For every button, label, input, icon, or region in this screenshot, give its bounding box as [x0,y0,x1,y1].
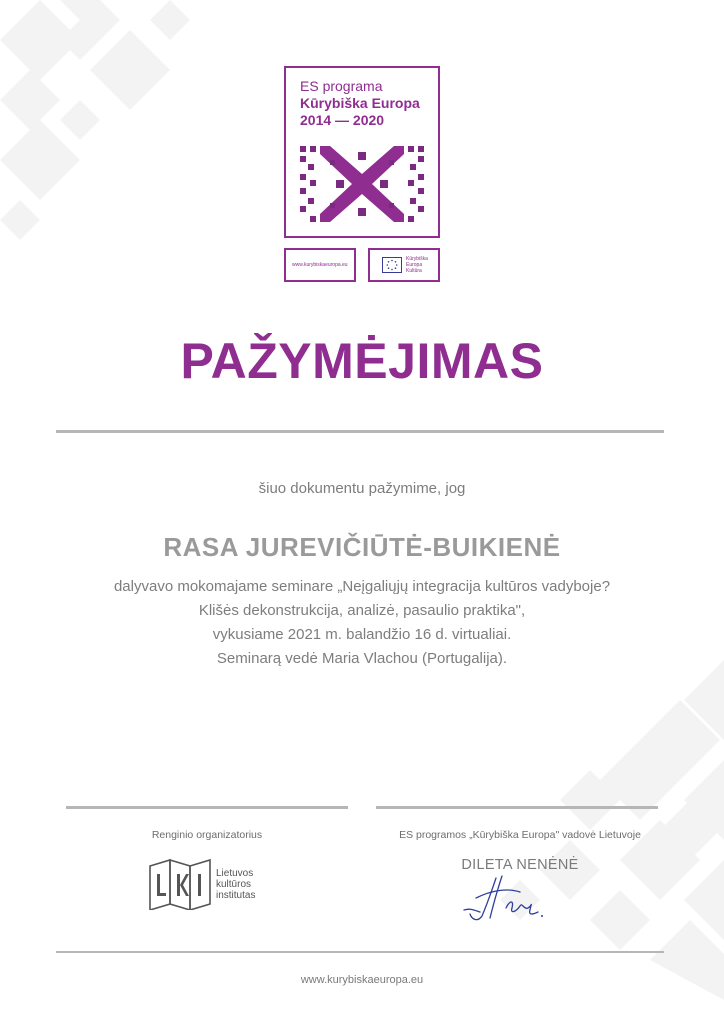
organizer-divider [66,806,348,809]
logo-program-years: 2014 — 2020 [300,112,385,128]
recipient-name: RASA JUREVIČIŪTĖ-BUIKIENĖ [163,532,561,562]
eu-flag-icon [382,257,402,273]
creative-europe-badge [368,248,440,282]
lki-mark-icon [148,858,212,910]
logo-program-name: Kūrybiška Europa [300,95,420,111]
organizer-logo [148,858,266,910]
logo-program-label: ES programa [300,78,383,94]
signatory-divider [376,806,658,809]
creative-europe-text [406,256,428,274]
programme-logo [284,66,440,238]
body-line-2: Klišės dekonstrukcija, analizė, pasaulio praktika", [198,602,526,619]
website-badge [284,248,356,282]
kke-line-1: Kūrybiška [406,256,428,262]
lki-line-3: institutas [216,890,256,901]
certificate-title: PAŽYMĖJIMAS [180,333,544,389]
kke-line-2: Europa [406,262,423,268]
kke-line-3: Kultūra [406,268,422,274]
intro-text: šiuo dokumentu pažymime, jog [258,480,466,497]
body-line-1: dalyvavo mokomajame seminare „Neįgaliųjų integracija kultūros vadyboje? [113,578,611,595]
lki-line-1: Lietuvos [216,868,254,879]
signatory-name: DILETA NENĖNĖ [461,857,579,873]
website-badge-url: www.kurybiskaeuropa.eu [292,262,348,268]
pattern-logo-icon [300,146,424,222]
body-line-3: vykusiame 2021 m. balandžio 16 d. virtualiai. [212,626,512,643]
footer-divider [56,951,664,953]
lki-name-text [216,868,255,901]
organizer-label: Renginio organizatorius [151,829,263,841]
signatory-label: ES programos „Kūrybiška Europa" vadovė Lietuvoje [399,829,641,841]
body-line-4: Seminarą vedė Maria Vlachou (Portugalija). [216,650,508,667]
title-divider [56,430,664,433]
lki-line-2: kultūros [216,879,252,890]
handwritten-signature [462,872,548,924]
footer-url: www.kurybiskaeuropa.eu [300,974,424,986]
